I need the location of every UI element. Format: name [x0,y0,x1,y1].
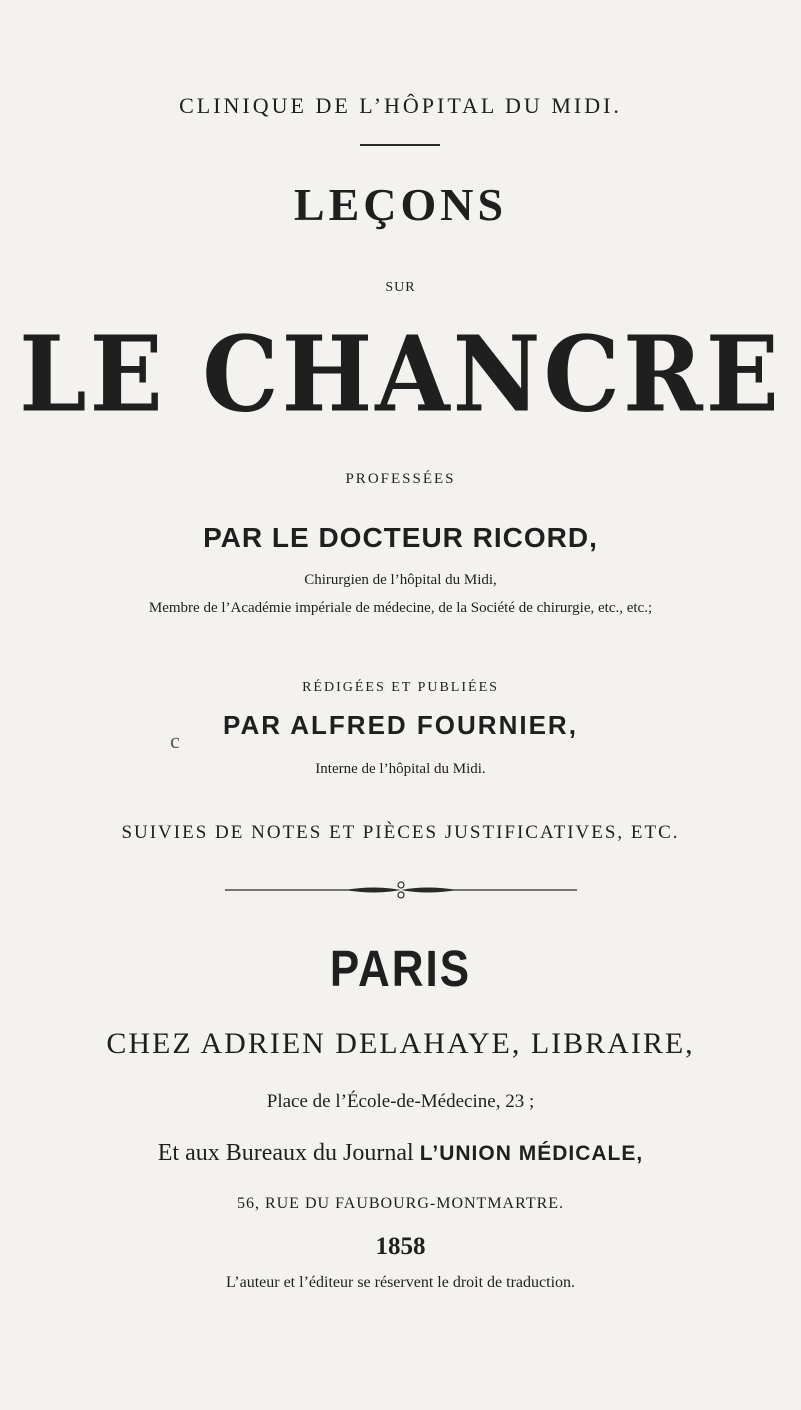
professees-label: PROFESSÉES [345,471,456,487]
title-sur: SUR [385,280,416,295]
clinic-header: CLINIQUE DE L’HÔPITAL DU MIDI. [179,93,622,118]
bureaux-line [0,1140,801,1167]
author-memberships: Membre de l’Académie impériale de médecine, de la Société de chirurgie, etc., etc.; [148,600,653,616]
redigees-label: RÉDIGÉES ET PUBLIÉES [302,680,499,695]
author-line: PAR LE DOCTEUR RICORD, [203,522,598,553]
title-le-chancre: LE CHANCRE [19,313,782,436]
editor-line: PAR ALFRED FOURNIER, [223,710,578,740]
bureaux-prefix: Et aux Bureaux du Journal [157,1140,414,1166]
suivies-line: SUIVIES DE NOTES ET PIÈCES JUSTIFICATIVES, ETC. [121,822,680,843]
editor-role: Interne de l’hôpital du Midi. [315,761,486,777]
rights-notice: L’auteur et l’éditeur se réservent le droit de traduction. [225,1274,576,1291]
bureaux-address: 56, RUE DU FAUBOURG-MONTMARTRE. [236,1195,565,1212]
title-lecons: LEÇONS [293,179,508,230]
publisher-address: Place de l’École-de-Médecine, 23 ; [266,1091,535,1112]
publication-year: 1858 [375,1233,426,1260]
publisher-line: CHEZ ADRIEN DELAHAYE, LIBRAIRE, [106,1027,695,1060]
header-rule [360,144,440,146]
journal-name: L’UNION MÉDICALE, [419,1142,644,1165]
city-paris: PARIS [329,941,472,998]
ornamental-rule [225,880,577,900]
margin-pencil-mark: c [170,728,180,753]
author-role: Chirurgien de l’hôpital du Midi, [304,572,497,588]
